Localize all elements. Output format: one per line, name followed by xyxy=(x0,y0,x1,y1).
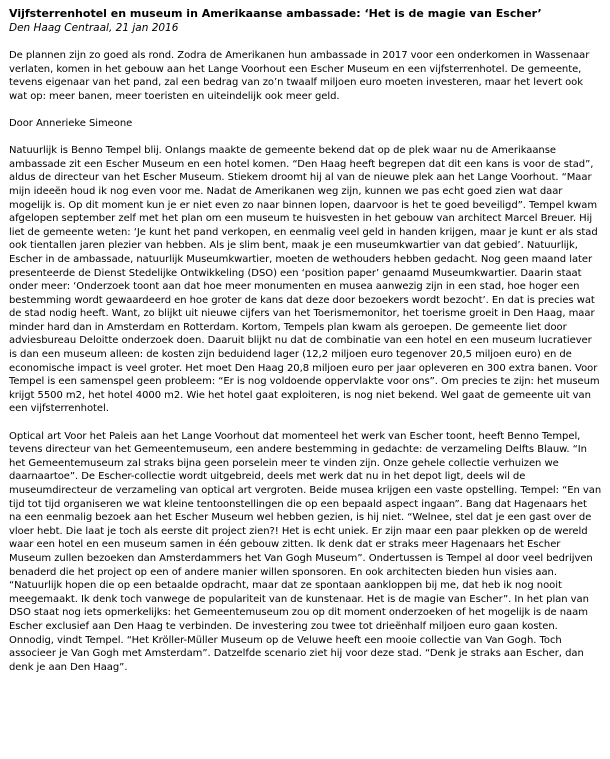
article-body-paragraph: Optical art Voor het Paleis aan het Lange Voorhout dat momenteel het werk van Escher toont, heeft Benno Tempel, tevens directeur van het Gemeentemuseum, een andere bestemming in gedachte: de verzameling Delfts Blauw. “In het Gemeentemuseum zal straks bijna geen porselein meer te vinden zijn. Onze gehele collectie verhuizen we daarnaartoe”. De Escher-collectie wordt uitgebreid, deels met werk dat nu in het depot ligt, deels wil de museumdirecteur de verzameling van optical art vergroten. Beide musea krijgen een vaste opstelling. Tempel: “En van tijd tot tijd organiseren we wat kleine tentoonstellingen die op een bepaald aspect ingaan”. Bang dat Hagenaars het na een eenmalig bezoek aan het Escher Museum wel hebben gezien, is hij niet. “Welnee, stel dat je een gast over de vloer hebt. Die laat je toch als eerste dit project zien?! Het is echt uniek. Er zijn maar een paar plekken op de wereld waar een hotel en een museum samen in één gebouw zitten. Ik denk dat er straks meer Hagenaars het Escher Museum zullen bezoeken dan Amsterdammers het Van Gogh Museum”. Ondertussen is Tempel al door veel bedrijven benaderd die het project op een of andere manier willen sponsoren. En ook architecten bieden hun visies aan. “Natuurlijk hopen die op een betaalde opdracht, maar dat ze spontaan aankloppen bij me, dat heb ik nog nooit meegemaakt. Ik denk toch vanwege de populariteit van de kunstenaar. Het is de magie van Escher”. In het plan van DSO staat nog iets opmerkelijks: het Gemeentemuseum zou op dit moment onderzoeken of het mogelijk is de naam Escher exclusief aan Den Haag te verbinden. De investering zou tweе tot drieënhalf miljoen euro gaan kosten. Onnodig, vindt Tempel. “Het Kröller-Müller Museum op de Veluwe heeft een mooie collectie van Van Gogh. Toch associeer je Van Gogh met Amsterdam”. Datzelfde scenario ziet hij voor deze stad. “Denk je straks aan Escher, dan denk je aan Den Haag”. xyxy=(9,430,602,673)
article-intro: De plannen zijn zo goed als rond. Zodra de Amerikanen hun ambassade in 2017 voor een onderkomen in Wassenaar verlaten, komen in het gebouw aan het Lange Voorhout een Escher Museum en een vijfsterrenhotel. De gemeente, tevens eigenaar van het pand, zal een bedrag van zo’n twaalf miljoen euro moeten investeren, maar het levert ook wat op: meer banen, meer toeristen en uiteindelijk ook meer geld. xyxy=(9,50,590,102)
article-title: Vijfsterrenhotel en museum in Amerikaanse ambassade: ‘Het is de magie van Escher’ xyxy=(9,7,542,20)
article-body-paragraph: Natuurlijk is Benno Tempel blij. Onlangs maakte de gemeente bekend dat op de plek waar nu de Amerikaanse ambassade zit een Escher Museum en een hotel komen. “Den Haag heeft begrepen dat dit een kans is voor de stad”, aldus de directeur van het Escher Museum. Stiekem droomt hij al van de nieuwe plek aan het Lange Voorhout. “Maar mijn ideeën houd ik nog even voor me. Nadat de Amerikanen weg zijn, kunnen we pas echt goed zien wat daar mogelijk is. Op dit moment kun je er niet even zo naar binnen lopen, daarvoor is het te goed beveiligd”. Tempel kwam afgelopen september zelf met het plan om een museum te huisvesten in het gebouw van architect Marcel Breuer. Hij liet de gemeente weten: ‘Je kunt het pand verkopen, en eenmalig veel geld in handen krijgen, maar je kunt er als stad ook tientallen jaren plezier van hebben. Als je slim bent, maak je een museumkwartier van dat gebied’. Natuurlijk, Escher in de ambassade, natuurlijk Museumkwartier, moeten de wethouders hebben gedacht. Nog geen maand later presenteerde de Dienst Stedelijke Ontwikkeling (DSO) een ‘position paper’ genaamd Museumkwartier. Daarin staat onder meer: ‘Onderzoek toont aan dat hoe meer monumenten en musea aanwezig zijn in een stad, hoe hoger een bestemming wordt gewaardeerd en hoe groter de kans dat deze door bezoekers wordt bezocht’. En dat is precies wat de stad nodig heeft. Want, zo blijkt uit nieuwe cijfers van het Toerismemonitor, het toerisme groeit in Den Haag, maar minder hard dan in Amsterdam en Rotterdam. Kortom, Tempels plan kwam als geroepen. De gemeente liet door adviesbureau Deloitte onderzoek doen. Daaruit blijkt nu dat de combinatie van een hotel en een museum lucratiever is dan een museum alleen: de kosten zijn beduidend lager (12,2 miljoen euro tegenover 20,5 miljoen euro) en de economische impact is veel groter. Het moet Den Haag 20,8 miljoen euro per jaar opleveren en 300 extra banen. Voor Tempel is een samenspel geen probleem: “Er is nog voldoende oppervlakte voor ons”. Om precies te zijn: het museum krijgt 5500 m2, het hotel 4000 m2. Wie het hotel gaat exploiteren, is nog niet bekend. Wel gaat de gemeente uit van een vijfsterrenhotel. xyxy=(9,145,600,415)
article-source: Den Haag Centraal, 21 jan 2016 xyxy=(9,22,179,34)
article-byline: Door Annerieke Simeone xyxy=(9,117,133,129)
